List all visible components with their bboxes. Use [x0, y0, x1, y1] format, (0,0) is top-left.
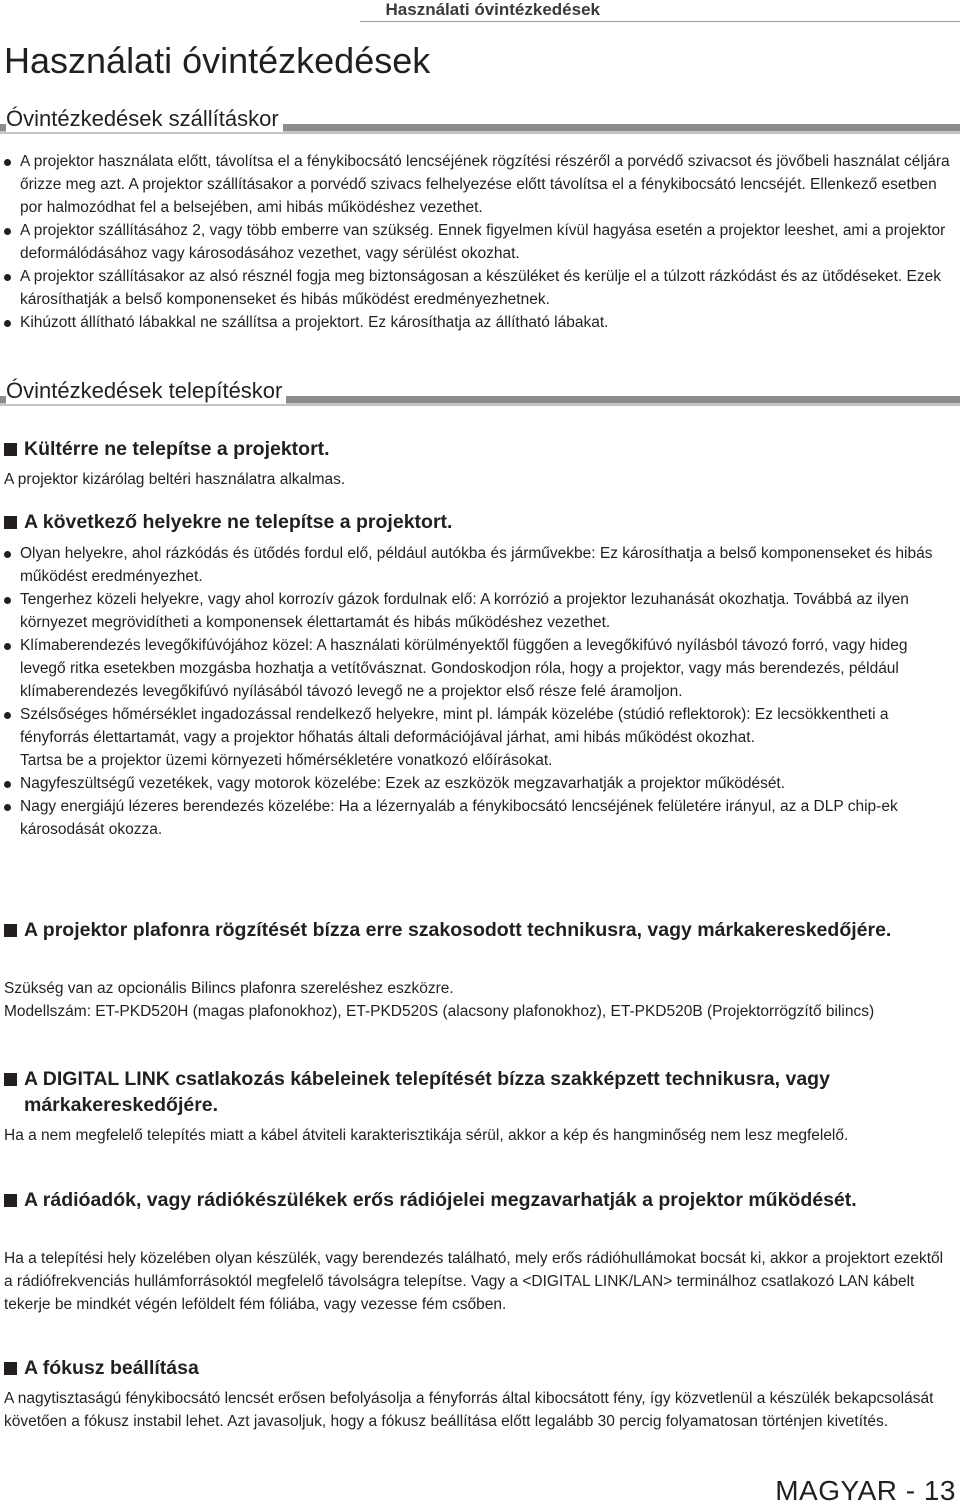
bullet-icon — [4, 228, 11, 235]
subheading-outdoor: Kültérre ne telepítse a projektort. — [4, 436, 956, 462]
section-heading-label: Óvintézkedések telepítéskor — [6, 378, 286, 404]
radio-text: Ha a telepítési hely közelében olyan készülék, vagy berendezés található, mely erős rádióhullámokat bocsát ki, akkor a projektort ezektől a rádiófrekvenciás hullámforrásoktól megfelelő távolságra telepítse. Vagy a <DIGITAL LINK/LAN> terminálhoz csatlakozó LAN kábelt tekerje be mindkét végén leföldelt fém fóliába, vagy vezesse fém csőben. — [4, 1250, 944, 1313]
outdoor-text: A projektor kizárólag beltéri használatra alkalmas. — [4, 471, 346, 488]
subheading-places: A következő helyekre ne telepítse a projektort. — [4, 509, 956, 535]
header-rule — [360, 21, 960, 22]
digital-link-text: Ha a nem megfelelő telepítés miatt a kábel átviteli karakterisztikája sérül, akkor a kép és hangminőség nem lesz megfelelő. — [4, 1127, 849, 1144]
places-bullets — [4, 542, 956, 841]
list-item: A projektor szállításakor az alsó résznél fogja meg biztonságosan a készüléket és kerülje el a túlzott rázkódást és az ütődéseket. Ezek károsíthatják a belső komponenseket és hibás működést eredményezhetnek. — [4, 265, 956, 311]
section-heading-label: Óvintézkedések szállításkor — [6, 106, 283, 132]
bullet-icon — [4, 551, 11, 558]
subheading-digital-link: A DIGITAL LINK csatlakozás kábeleinek telepítését bízza szakképzett technikusra, vagy márkakereskedőjére. — [4, 1066, 956, 1118]
ceiling-text: Szükség van az opcionális Bilincs plafonra szereléshez eszközre. Modellszám: ET-PKD520H (magas plafonokhoz), ET-PKD520S (alacsony plafonokhoz), ET-PKD520B (Projektorrögzítő bilincs) — [4, 980, 875, 1020]
list-item: Nagy energiájú lézeres berendezés közelébe: Ha a lézernyaláb a fénykibocsátó lencséjének felületére irányul, az a DLP chip-ek károsodását okozza. — [4, 795, 956, 841]
bullet-icon — [4, 597, 11, 604]
focus-text: A nagytisztaságú fénykibocsátó lencsét erősen befolyásolja a fényforrás által kibocsátott fény, így közvetlenül a készülék bekapcsolását követően a fókusz instabil lehet. Azt javasoljuk, hogy a fókusz beállítása előtt legalább 30 percig folyamatosan történjen kivetítés. — [4, 1390, 934, 1430]
subheading-radio: A rádióadók, vagy rádiókészülékek erős rádiójelei megzavarhatják a projektor működését. — [4, 1187, 956, 1213]
list-item: Klímaberendezés levegőkifúvójához közel: A használati körülményektől függően a levegőkifúvó nyílásból távozó forró, vagy hideg levegő ritka esetekben mozgásba hozhatja a vetítővásznat. Gondoskodjon róla, hogy a projektor, vagy más berendezés, például klímaberendezés levegőkifúvó nyílásából távozó levegő ne a projektor első része felé áramoljon. — [4, 634, 956, 703]
list-item: A projektor szállításához 2, vagy több emberre van szükség. Ennek figyelmen kívül hagyása esetén a projektor leeshet, ami a projektor deformálódásához vagy károsodásához vezethet, vagy sérülést okozhat. — [4, 219, 956, 265]
page-number: MAGYAR - 13 — [775, 1475, 956, 1506]
list-item: Tengerhez közeli helyekre, vagy ahol korrozív gázok fordulnak elő: A korrózió a projektor lezuhanását okozhatja. Továbbá az ilyen környezet megrövidítheti a komponensek élettartamát és hibás működéshez vezethet. — [4, 588, 956, 634]
subheading-ceiling: A projektor plafonra rögzítését bízza erre szakosodott technikusra, vagy márkakereskedőjére. — [4, 917, 956, 943]
square-bullet-icon — [4, 516, 17, 529]
subheading-focus: A fókusz beállítása — [4, 1355, 956, 1381]
bullet-icon — [4, 781, 11, 788]
bullet-icon — [4, 804, 11, 811]
bullet-icon — [4, 712, 11, 719]
running-header: Használati óvintézkedések — [385, 0, 600, 19]
square-bullet-icon — [4, 1194, 17, 1207]
temp-note: Tartsa be a projektor üzemi környezeti hőmérsékletére vonatkozó előírásokat. — [20, 752, 553, 769]
bullet-icon — [4, 274, 11, 281]
list-item: Kihúzott állítható lábakkal ne szállítsa a projektort. Ez károsíthatja az állítható lábakat. — [4, 311, 956, 334]
bullet-icon — [4, 643, 11, 650]
list-item: Olyan helyekre, ahol rázkódás és ütődés fordul elő, például autókba és járművekbe: Ez károsíthatja a belső komponenseket és hibás működést eredményezhet. — [4, 542, 956, 588]
bullet-icon — [4, 320, 11, 327]
list-item: A projektor használata előtt, távolítsa el a fénykibocsátó lencséjének rögzítési részéről a porvédő szivacsot és jövőbeli használat céljára őrizze meg azt. A projektor szállításakor a porvédő szivacs felhelyezése előtt távolítsa el a fénykibocsátó lencséjét. Ellenkező esetben por halmozódhat fel a belsejében, ami hibás működéshez vezethet. — [4, 150, 956, 219]
list-item: Szélsőséges hőmérséklet ingadozással rendelkező helyekre, mint pl. lámpák közelébe (stúdió reflektorok): Ez lecsökkentheti a fényforrás élettartamát, vagy a projektor hőhatás általi deformációjával járhat, ami hibás működést okozhat. Tartsa be a projektor üzemi környezeti hőmérsékletére vonatkozó előírásokat. — [4, 703, 956, 772]
page-title: Használati óvintézkedések — [4, 40, 431, 81]
square-bullet-icon — [4, 924, 17, 937]
square-bullet-icon — [4, 1362, 17, 1375]
square-bullet-icon — [4, 1073, 17, 1086]
list-item: Nagyfeszültségű vezetékek, vagy motorok közelébe: Ezek az eszközök megzavarhatják a projektor működését. — [4, 772, 956, 795]
square-bullet-icon — [4, 443, 17, 456]
bullet-icon — [4, 159, 11, 166]
transport-bullets — [4, 150, 956, 334]
